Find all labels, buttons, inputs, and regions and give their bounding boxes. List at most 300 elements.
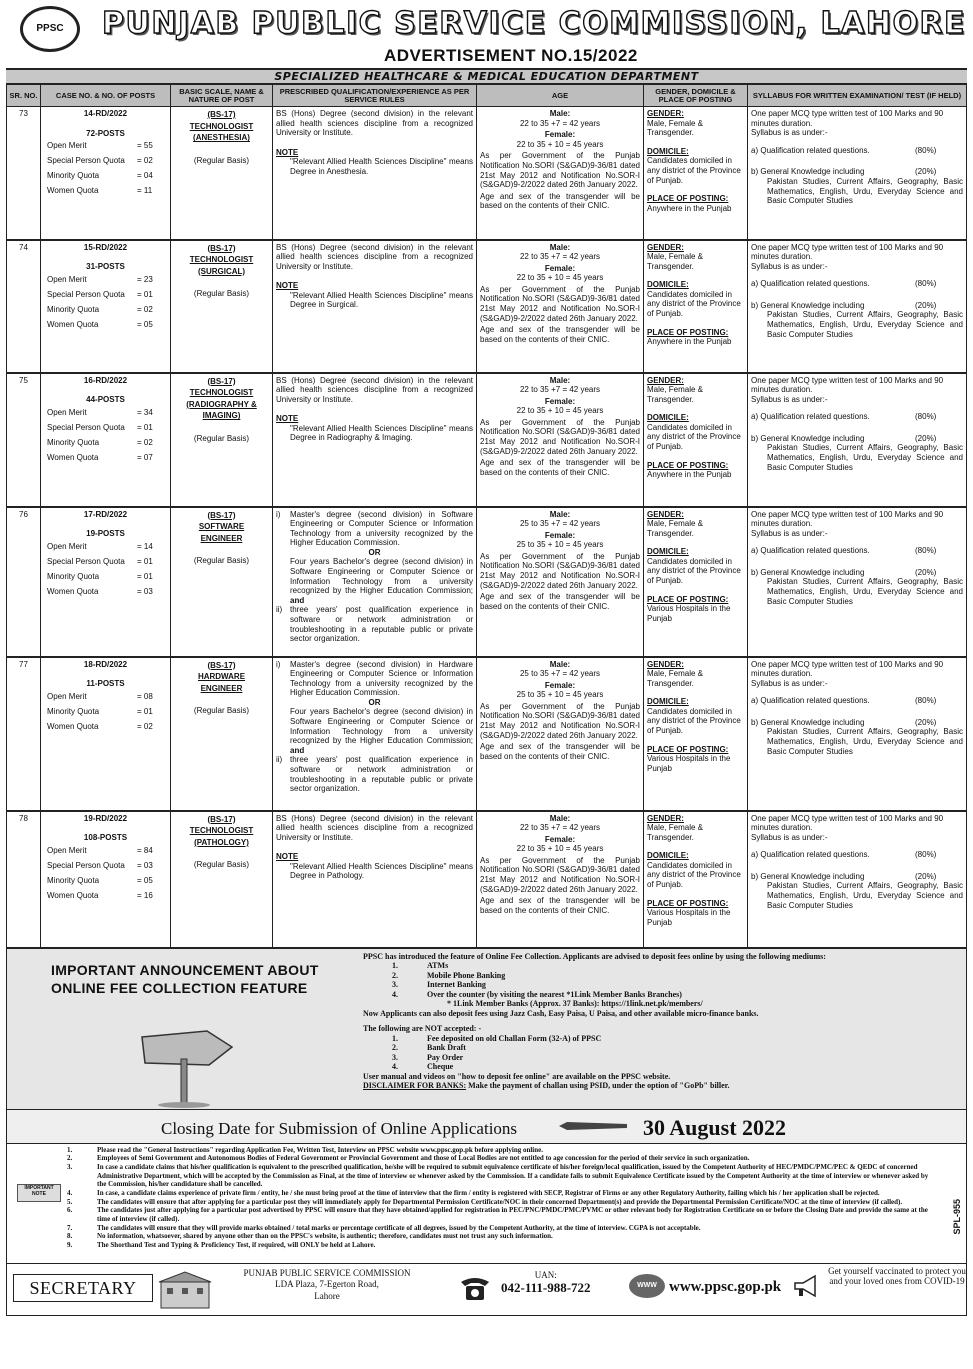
- gender-cell: [644, 811, 748, 948]
- quota-label: Minority Quota: [47, 171, 100, 181]
- post-name: (PATHOLOGY): [194, 837, 249, 847]
- instructions-box: [6, 1144, 967, 1264]
- gender-cell: [644, 373, 748, 507]
- item-number: 3.: [67, 1162, 73, 1171]
- qualification-text: BS (Hons) Degree (second division) in the relevant allied health sciences discipline from a recognized University or Institute.: [276, 109, 473, 138]
- item-text: Mobile Phone Banking: [427, 970, 506, 980]
- important-note-sign: IMPORTANT NOTE: [17, 1184, 61, 1202]
- item-number: 3.: [392, 980, 398, 990]
- quota-label: Women Quota: [47, 890, 99, 900]
- quota-label: Open Merit: [47, 845, 87, 855]
- quota-label: Women Quota: [47, 319, 99, 329]
- disclaimer: [363, 1081, 963, 1091]
- quota-label: Women Quota: [47, 452, 99, 462]
- quota-line: [44, 453, 167, 468]
- syl-b-num: b): [751, 567, 759, 577]
- female-age: 22 to 35 + 10 = 45 years: [516, 273, 604, 283]
- gender-label: GENDER:: [647, 375, 684, 385]
- quota-value: = 04: [137, 171, 153, 181]
- qualification-text: BS (Hons) Degree (second division) in the relevant allied health sciences discipline from a recognized University or Institute.: [276, 813, 473, 842]
- male-age: 22 to 35 +7 = 42 years: [519, 252, 601, 262]
- case-number: 18-RD/2022: [83, 659, 128, 669]
- syllabus-b-detail: Pakistan Studies, Current Affairs, Geography, Basic Mathematics, English, Urdu, Everyday Science and Basic Computer Studies: [767, 727, 963, 756]
- qualification-or-text: Four years Bachelor's degree (second division) in Software Engineering or Computer Science or Information Technology from a university recognized by the Higher Education Commission;: [290, 707, 473, 746]
- syllabus-cell: [748, 373, 967, 507]
- syllabus-intro: One paper MCQ type written test of 100 Marks and 90 minutes duration.: [751, 659, 944, 679]
- table-row: [7, 240, 967, 373]
- item-text: Please read the "General Instructions" regarding Application Fee, Written Test, Interview on PPSC website www.ppsc.gop.pk before applying online.: [97, 1145, 543, 1154]
- spl-code: SPL-955: [951, 1198, 962, 1235]
- or-label: OR: [368, 697, 381, 707]
- and-label: and: [290, 745, 305, 755]
- age-cell: [477, 657, 644, 811]
- syllabus-cell: [748, 657, 967, 811]
- quota-label: Open Merit: [47, 541, 87, 551]
- table-row: [7, 507, 967, 657]
- quota-value: = 03: [137, 586, 153, 596]
- female-age: 25 to 35 + 10 = 45 years: [516, 540, 604, 550]
- item-text: In case, a candidate claims experience of private firm / entity, he / she must bring proof at the time of interview that the firm / entity is registered with SECP, Registrar of Firms or any other Regulatory Authority, failing which his / her application shall be rejected.: [97, 1188, 880, 1197]
- case-cell: [41, 811, 171, 948]
- gender-label: GENDER:: [647, 109, 684, 118]
- note-text: "Relevant Allied Health Sciences Discipline" means Degree in Anesthesia.: [290, 157, 473, 176]
- syllabus-under: Syllabus is as under:-: [751, 394, 828, 404]
- quota-label: Women Quota: [47, 586, 99, 596]
- syl-b-num: b): [751, 717, 759, 727]
- posting-text: Various Hospitals in the Punjab: [647, 908, 731, 927]
- quota-line: [44, 438, 167, 453]
- gender-text: Male, Female & Transgender.: [647, 118, 704, 138]
- female-label: Female:: [544, 530, 576, 540]
- item-number: 1.: [67, 1145, 73, 1154]
- instruction-item: [67, 1146, 936, 1155]
- secretary-label: SECRETARY: [13, 1274, 153, 1302]
- age-notification: As per Government of the Punjab Notification No.SORI (S&GAD)9-36/81 dated 21st May 2012 and Notification No.SOR-I (S&GAD)9-2/2022 dated 26th January 2022.: [480, 151, 640, 190]
- syl-a-pct: (80%): [915, 412, 937, 422]
- quota-line: [44, 722, 167, 737]
- post-scale: [174, 109, 269, 144]
- quota-label: Women Quota: [47, 186, 99, 196]
- post-name: HARDWARE: [197, 672, 246, 682]
- syllabus-a: [751, 696, 963, 706]
- quota-value: = 23: [137, 274, 153, 284]
- sr-number: 77: [7, 657, 41, 811]
- item-text: Bank Draft: [427, 1043, 466, 1053]
- announcement-title: IMPORTANT ANNOUNCEMENT ABOUT ONLINE FEE COLLECTION FEATURE: [51, 961, 319, 996]
- item-number: 1.: [392, 961, 398, 971]
- post-name: TECHNOLOGIST: [189, 826, 254, 836]
- syl-b-text: [751, 872, 864, 882]
- gender-cell: [644, 507, 748, 657]
- item-text: The candidates just after applying for a particular post advertised by PPSC will ensure that they have obtained/applied for registration in PEC/PNC/PMDC/PMC/PVMC or other relevant body for Registration Certificate on or before the Closing Date and provide the same at the time of interview (if called).: [97, 1206, 928, 1223]
- qualification-i: [276, 510, 473, 548]
- quota-label: Open Merit: [47, 141, 87, 151]
- age-cell: [477, 107, 644, 240]
- table-row: [7, 107, 967, 240]
- syllabus-under: Syllabus is as under:-: [751, 261, 828, 271]
- item-text: In case a candidate claims that his/her qualification is equivalent to the prescribed qualification, he/she will be required to submit equivalence certificate of his/her foreign/local qualification, issued by the Competent Authority of HEC/PMDC/PMC/PEC & QEDC of concerned Administrative Department, which will be accepted by the Commission as Final, at the time of interview or whenever asked by the Commission. If a candidate fails to submit Equivalence Certificate issued by the Competent Authority at the time of interview or whenever asked by the Commission, his/her candidature shall be cancelled.: [97, 1162, 929, 1189]
- male-label: Male:: [549, 109, 571, 118]
- quota-line: [44, 557, 167, 572]
- note-label: NOTE: [276, 281, 299, 291]
- female-age: 22 to 35 + 10 = 45 years: [516, 139, 604, 149]
- syl-b-pct: (20%): [915, 167, 937, 177]
- qualification-cell: [273, 657, 477, 811]
- female-label: Female:: [544, 130, 576, 140]
- quota-line: [44, 707, 167, 722]
- quota-value: = 08: [137, 691, 153, 701]
- basic-scale: (BS-17): [207, 660, 236, 670]
- post-cell: [171, 507, 273, 657]
- domicile-label: DOMICILE:: [647, 851, 689, 861]
- item-number: 2.: [392, 1043, 398, 1053]
- instruction-item: [67, 1163, 936, 1189]
- qualification-cell: [273, 811, 477, 948]
- instruction-item: [67, 1241, 936, 1250]
- medium-item: [363, 961, 963, 971]
- quota-label: Open Merit: [47, 407, 87, 417]
- rejected-item: [363, 1062, 963, 1072]
- globe-icon: WWW: [629, 1274, 665, 1298]
- item-number: 5.: [67, 1197, 73, 1206]
- quota-label: Minority Quota: [47, 304, 100, 314]
- uan-contact: UAN: 042-111-988-722: [501, 1269, 591, 1296]
- post-name: TECHNOLOGIST: [189, 121, 254, 131]
- syl-b-pct: (20%): [915, 567, 937, 577]
- domicile-text: Candidates domiciled in any district of the Province of Punjab.: [647, 556, 741, 586]
- domicile-text: Candidates domiciled in any district of the Province of Punjab.: [647, 860, 741, 890]
- male-age: 25 to 35 +7 = 42 years: [519, 519, 601, 529]
- masthead: [6, 4, 967, 70]
- item-number: 6.: [67, 1206, 73, 1215]
- quota-label: Open Merit: [47, 691, 87, 701]
- instruction-item: [67, 1154, 936, 1163]
- case-number: 19-RD/2022: [83, 813, 128, 823]
- not-accepted-label: The following are NOT accepted: -: [363, 1024, 482, 1034]
- closing-date-label: Closing Date for Submission of Online Applications: [161, 1118, 518, 1138]
- syl-b-text: [751, 718, 864, 728]
- post-basis: (Regular Basis): [193, 433, 250, 443]
- item-number: 4.: [67, 1188, 73, 1197]
- posting-label: PLACE OF POSTING:: [647, 327, 729, 337]
- note-text: "Relevant Allied Health Sciences Discipline" means Degree in Pathology.: [290, 861, 473, 881]
- syllabus-cell: [748, 107, 967, 240]
- page-title: PUNJAB PUBLIC SERVICE COMMISSION, LAHORE: [102, 6, 967, 41]
- case-number: 15-RD/2022: [83, 242, 128, 252]
- column-header: PRESCRIBED QUALIFICATION/EXPERIENCE AS PER SERVICE RULES: [273, 85, 477, 107]
- age-cell: [477, 240, 644, 373]
- syllabus-b: [751, 434, 963, 444]
- posting-label: PLACE OF POSTING:: [647, 744, 729, 754]
- post-cell: [171, 373, 273, 507]
- note-text: "Relevant Allied Health Sciences Discipline" means Degree in Radiography & Imaging.: [290, 423, 473, 443]
- syllabus-intro: One paper MCQ type written test of 100 Marks and 90 minutes duration.: [751, 509, 944, 529]
- quota-line: [44, 141, 167, 156]
- column-header: BASIC SCALE, NAME & NATURE OF POST: [171, 85, 273, 107]
- syl-b-text: [751, 167, 864, 177]
- rejected-item: [363, 1053, 963, 1063]
- posts-count: 19-POSTS: [86, 529, 125, 539]
- instruction-item: [67, 1189, 936, 1198]
- post-cell: [171, 657, 273, 811]
- qualification-cell: [273, 240, 477, 373]
- female-age: 22 to 35 + 10 = 45 years: [516, 406, 604, 416]
- post-scale: [174, 376, 269, 422]
- building-icon: [157, 1270, 213, 1310]
- syllabus-under: Syllabus is as under:-: [751, 832, 828, 842]
- quota-value: = 34: [137, 407, 153, 417]
- syl-b-pct: (20%): [915, 871, 937, 881]
- item-text: The candidates will ensure that they will provide marks obtained / total marks or percentage certificate of all degrees, issued by the Competent Authority, at the time of interview. CGPA is not acceptable.: [97, 1223, 701, 1232]
- posts-count: 108-POSTS: [83, 833, 128, 843]
- medium-item: [363, 980, 963, 990]
- syllabus-a: [751, 279, 963, 289]
- quota-line: [44, 290, 167, 305]
- quota-value: = 55: [137, 141, 153, 151]
- quota-value: = 02: [137, 721, 153, 731]
- age-cell: [477, 507, 644, 657]
- syllabus-under: Syllabus is as under:-: [751, 128, 828, 138]
- syllabus-under: Syllabus is as under:-: [751, 528, 828, 538]
- item-text: ATMs: [427, 961, 449, 971]
- age-notification: As per Government of the Punjab Notification No.SORI (S&GAD)9-36/81 dated 21st May 2012 and Notification No.SOR-I (S&GAD)9-2/2022 dated 26th January 2022.: [480, 417, 640, 456]
- quota-value: = 16: [137, 890, 153, 900]
- announcement-body: [363, 952, 963, 1091]
- post-basis: (Regular Basis): [193, 860, 250, 870]
- quota-line: [44, 156, 167, 171]
- note-label: NOTE: [276, 852, 299, 862]
- telephone-icon: [459, 1274, 491, 1302]
- syllabus-b-detail: Pakistan Studies, Current Affairs, Geography, Basic Mathematics, English, Urdu, Everyday Science and Basic Computer Studies: [767, 310, 963, 339]
- syllabus-a: [751, 546, 963, 556]
- posts-count: 44-POSTS: [86, 395, 125, 405]
- syllabus-cell: [748, 507, 967, 657]
- quota-line: [44, 542, 167, 557]
- footer: [6, 1264, 967, 1316]
- post-basis: (Regular Basis): [193, 289, 250, 299]
- syl-a-label: Qualification related questions.: [760, 850, 870, 860]
- syl-b-label: General Knowledge including: [760, 433, 865, 443]
- quota-line: [44, 846, 167, 861]
- syl-a-text: [751, 279, 870, 289]
- syllabus-b: [751, 167, 963, 177]
- sr-number: 76: [7, 507, 41, 657]
- syllabus-a: [751, 146, 963, 156]
- quota-line: [44, 171, 167, 186]
- roman-numeral: ii): [276, 605, 283, 615]
- quota-label: Special Person Quota: [47, 156, 125, 166]
- syllabus-intro: One paper MCQ type written test of 100 Marks and 90 minutes duration.: [751, 242, 944, 262]
- male-age: 22 to 35 +7 = 42 years: [519, 823, 601, 833]
- post-name: ENGINEER: [200, 533, 243, 543]
- quota-label: Special Person Quota: [47, 860, 125, 870]
- syl-a-pct: (80%): [915, 546, 937, 556]
- medium-item: [363, 971, 963, 981]
- male-label: Male:: [549, 659, 571, 669]
- note-text: "Relevant Allied Health Sciences Discipline" means Degree in Surgical.: [290, 290, 473, 310]
- quota-value: = 03: [137, 860, 153, 870]
- syl-a-label: Qualification related questions.: [760, 279, 870, 289]
- age-transgender: Age and sex of the transgender will be based on the contents of their CNIC.: [480, 896, 640, 915]
- gender-label: GENDER:: [647, 509, 684, 519]
- quota-value: = 01: [137, 422, 153, 432]
- syl-b-label: General Knowledge including: [760, 167, 865, 177]
- syl-b-label: General Knowledge including: [760, 300, 865, 310]
- item-number: 4.: [392, 1062, 398, 1072]
- age-transgender: Age and sex of the transgender will be based on the contents of their CNIC.: [480, 592, 640, 611]
- gender-cell: [644, 657, 748, 811]
- syl-b-label: General Knowledge including: [760, 871, 865, 881]
- posts-count: 11-POSTS: [86, 679, 125, 689]
- quota-label: Special Person Quota: [47, 422, 125, 432]
- medium-item: [363, 990, 963, 1000]
- female-age: 22 to 35 + 10 = 45 years: [516, 844, 604, 854]
- sr-number: 78: [7, 811, 41, 948]
- quota-line: [44, 572, 167, 587]
- gender-label: GENDER:: [647, 242, 684, 252]
- item-number: 1.: [392, 1033, 398, 1043]
- post-name: (SURGICAL): [197, 266, 246, 276]
- rejected-item: [363, 1034, 963, 1044]
- quota-value: = 07: [137, 452, 153, 462]
- or-label: OR: [368, 547, 381, 557]
- qualification-ii: [276, 605, 473, 643]
- syl-a-num: a): [751, 546, 759, 556]
- item-text: Cheque: [427, 1062, 454, 1072]
- spacer: [276, 557, 290, 605]
- gender-text: Male, Female & Transgender.: [647, 385, 704, 404]
- quota-value: = 05: [137, 875, 153, 885]
- column-header: SR. NO.: [7, 85, 41, 107]
- domicile-text: Candidates domiciled in any district of the Province of Punjab.: [647, 289, 741, 319]
- syl-a-pct: (80%): [915, 850, 937, 860]
- quota-line: [44, 408, 167, 423]
- quota-label: Open Merit: [47, 274, 87, 284]
- table-row: [7, 811, 967, 948]
- item-number: 9.: [67, 1240, 73, 1249]
- column-header: GENDER, DOMICILE & PLACE OF POSTING: [644, 85, 748, 107]
- syllabus-cell: [748, 811, 967, 948]
- post-name: TECHNOLOGIST: [189, 255, 254, 265]
- note-label: NOTE: [276, 147, 299, 157]
- gender-label: GENDER:: [647, 659, 684, 669]
- rejected-item: [363, 1043, 963, 1053]
- user-manual-note: User manual and videos on "how to deposit fee online" are available on the PPSC website.: [363, 1071, 671, 1081]
- roman-numeral: ii): [276, 755, 283, 765]
- domicile-text: Candidates domiciled in any district of the Province of Punjab.: [647, 422, 741, 452]
- sr-number: 74: [7, 240, 41, 373]
- table-row: [7, 373, 967, 507]
- qualification-or-text: Four years Bachelor's degree (second division) in Software Engineering or Computer Science or Information Technology from a university recognized by the Higher Education Commission;: [290, 557, 473, 596]
- case-cell: [41, 507, 171, 657]
- age-notification: As per Government of the Punjab Notification No.SORI (S&GAD)9-36/81 dated 21st May 2012 and Notification No.SOR-I (S&GAD)9-2/2022 dated 26th January 2022.: [480, 701, 640, 740]
- case-cell: [41, 107, 171, 240]
- post-scale: [174, 243, 269, 278]
- age-transgender: Age and sex of the transgender will be based on the contents of their CNIC.: [480, 742, 640, 761]
- qualification-cell: [273, 107, 477, 240]
- quota-label: Special Person Quota: [47, 556, 125, 566]
- item-text: Over the counter (by visiting the nearest *1Link Member Banks Branches): [427, 989, 682, 999]
- quota-value: = 02: [137, 437, 153, 447]
- qualification-text: BS (Hons) Degree (second division) in the relevant allied health sciences discipline from a recognized University or Institute.: [276, 242, 473, 271]
- quota-value: = 02: [137, 304, 153, 314]
- gender-text: Male, Female & Transgender.: [647, 252, 704, 271]
- disclaimer-label: DISCLAIMER FOR BANKS:: [363, 1081, 467, 1091]
- post-basis: (Regular Basis): [193, 155, 250, 165]
- posts-table: [6, 84, 967, 949]
- posting-text: Anywhere in the Punjab: [647, 337, 732, 347]
- domicile-text: Candidates domiciled in any district of the Province of Punjab.: [647, 706, 741, 736]
- column-header: CASE NO. & NO. OF POSTS: [41, 85, 171, 107]
- table-row: [7, 657, 967, 811]
- item-number: 7.: [67, 1223, 73, 1232]
- syl-a-label: Qualification related questions.: [760, 412, 870, 422]
- item-number: 2.: [392, 970, 398, 980]
- instruction-item: [67, 1206, 936, 1223]
- column-header: SYLLABUS FOR WRITTEN EXAMINATION/ TEST (IF HELD): [748, 85, 967, 107]
- syllabus-intro: One paper MCQ type written test of 100 Marks and 90 minutes duration.: [751, 109, 944, 128]
- age-notification: As per Government of the Punjab Notification No.SORI (S&GAD)9-36/81 dated 21st May 2012 and Notification No.SOR-I (S&GAD)9-2/2022 dated 26th January 2022.: [480, 855, 640, 894]
- syl-a-text: [751, 696, 870, 706]
- roman-numeral: i): [276, 509, 281, 519]
- domicile-label: DOMICILE:: [647, 280, 689, 290]
- domicile-label: DOMICILE:: [647, 697, 689, 707]
- post-name: SOFTWARE: [198, 522, 245, 532]
- quota-line: [44, 275, 167, 290]
- post-name: (ANESTHESIA): [193, 133, 250, 143]
- syl-b-label: General Knowledge including: [760, 567, 865, 577]
- qualification-text: BS (Hons) Degree (second division) in the relevant allied health sciences discipline from a recognized University or Institute.: [276, 375, 473, 404]
- female-label: Female:: [544, 396, 576, 406]
- case-number: 17-RD/2022: [83, 509, 128, 519]
- quota-value: = 01: [137, 706, 153, 716]
- male-label: Male:: [549, 242, 571, 252]
- posting-label: PLACE OF POSTING:: [647, 594, 729, 604]
- ppsc-logo: PPSC: [20, 6, 80, 52]
- post-name: IMAGING): [202, 411, 241, 421]
- announcement-intro: PPSC has introduced the feature of Online Fee Collection. Applicants are advised to deposit fees online by using the following mediums:: [363, 951, 826, 961]
- qualification-cell: [273, 507, 477, 657]
- column-header: AGE: [477, 85, 644, 107]
- posting-label: PLACE OF POSTING:: [647, 460, 729, 470]
- domicile-label: DOMICILE:: [647, 146, 689, 156]
- syllabus-b: [751, 872, 963, 882]
- syllabus-b: [751, 568, 963, 578]
- basic-scale: (BS-17): [207, 110, 236, 119]
- covid-message: Get yourself vaccinated to protect you and your loved ones from COVID-19: [828, 1265, 966, 1287]
- link-note: * 1Link Member Banks (Approx. 37 Banks): https://1link.net.pk/members/: [447, 999, 703, 1009]
- quota-line: [44, 320, 167, 335]
- syllabus-cell: [748, 240, 967, 373]
- posting-label: PLACE OF POSTING:: [647, 194, 729, 204]
- syllabus-b-detail: Pakistan Studies, Current Affairs, Geography, Basic Mathematics, English, Urdu, Everyday Science and Basic Computer Studies: [767, 577, 963, 606]
- instruction-item: [67, 1198, 936, 1207]
- post-basis: (Regular Basis): [193, 706, 250, 716]
- sr-number: 75: [7, 373, 41, 507]
- age-cell: [477, 373, 644, 507]
- website-link[interactable]: www.ppsc.gop.pk: [669, 1278, 782, 1295]
- quota-value: = 01: [137, 556, 153, 566]
- quota-label: Minority Quota: [47, 437, 100, 447]
- syl-b-text: [751, 301, 864, 311]
- female-label: Female:: [544, 680, 576, 690]
- syllabus-under: Syllabus is as under:-: [751, 678, 828, 688]
- domicile-label: DOMICILE:: [647, 547, 689, 557]
- gender-cell: [644, 107, 748, 240]
- syl-a-num: a): [751, 696, 759, 706]
- syl-b-num: b): [751, 300, 759, 310]
- male-age: 25 to 35 +7 = 42 years: [519, 669, 601, 679]
